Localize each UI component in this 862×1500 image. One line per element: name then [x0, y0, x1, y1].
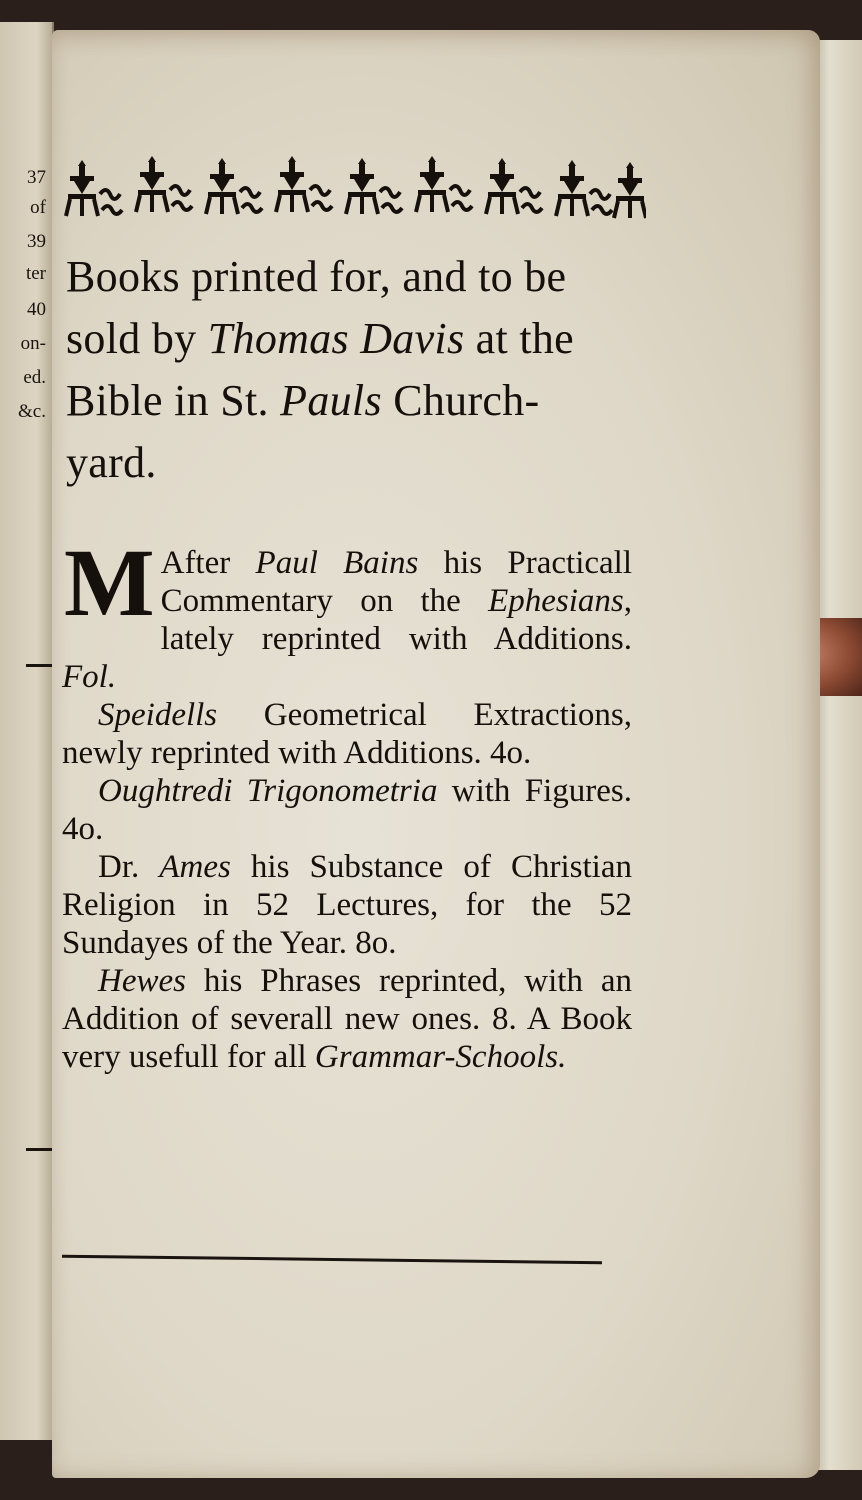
title-line-2: sold by — [66, 314, 208, 363]
entry-subject: Ephesians — [488, 583, 624, 619]
entry-text: his Substance of Christian Religion in 52 Lectures, for the 52 Sundayes of the Year. 8o. — [62, 849, 632, 961]
left-page-fragment: &c. — [18, 401, 46, 422]
entry-text: with Figures. 4o. — [62, 773, 632, 847]
left-page-fragment: of — [30, 197, 46, 218]
left-page-fragment: 40 — [27, 299, 46, 320]
title-line-3: Bible in St. — [66, 376, 281, 425]
left-page-fragment: on- — [20, 333, 46, 354]
ornament-border — [64, 150, 646, 220]
left-page-fragment: ed. — [23, 367, 46, 388]
entry-title: Oughtredi Trigonometria — [98, 773, 438, 809]
left-page-rule — [26, 1148, 52, 1151]
left-page-fragment: 37 — [27, 167, 46, 188]
entry-author: Ames — [159, 849, 231, 885]
entry-text: After — [160, 545, 256, 581]
page-title — [66, 246, 656, 494]
entry-author: Hewes — [98, 963, 186, 999]
entry-text: Dr. — [98, 849, 160, 885]
left-page-fragment: 39 — [27, 231, 46, 252]
entry-text: Geometrical Extractions, newly reprinted with Additions. 4o. — [62, 697, 632, 771]
bookseller-name: Thomas Davis — [207, 314, 465, 363]
left-page-fragment: ter — [25, 263, 46, 284]
entry-author: Speidells — [98, 697, 218, 733]
title-line-2-end: at the — [464, 314, 574, 363]
church-name: Pauls — [280, 376, 382, 425]
drop-cap: M — [64, 529, 155, 636]
book-entry — [62, 529, 632, 696]
entry-text: his Phrases reprinted, with an Addition of severall new ones. 8. A Book very usefull for all — [62, 963, 632, 1075]
title-line-1: Books printed for, and to be — [66, 252, 567, 301]
book-list — [62, 529, 632, 1076]
entry-author: Paul Bains — [255, 545, 419, 581]
book-entry — [62, 848, 632, 962]
book-entry — [62, 696, 632, 772]
entry-text: , lately reprinted with Additions. — [160, 583, 632, 657]
left-facing-page — [0, 22, 54, 1440]
entry-format: Fol. — [62, 659, 117, 695]
left-page-rule — [26, 664, 52, 667]
entry-text: his Practicall Commentary on the — [160, 545, 632, 619]
title-line-3-end: Church- — [381, 376, 540, 425]
title-line-4: yard. — [66, 438, 157, 487]
book-entry — [62, 772, 632, 848]
entry-audience: Grammar-Schools. — [314, 1039, 567, 1075]
book-entry — [62, 962, 632, 1076]
